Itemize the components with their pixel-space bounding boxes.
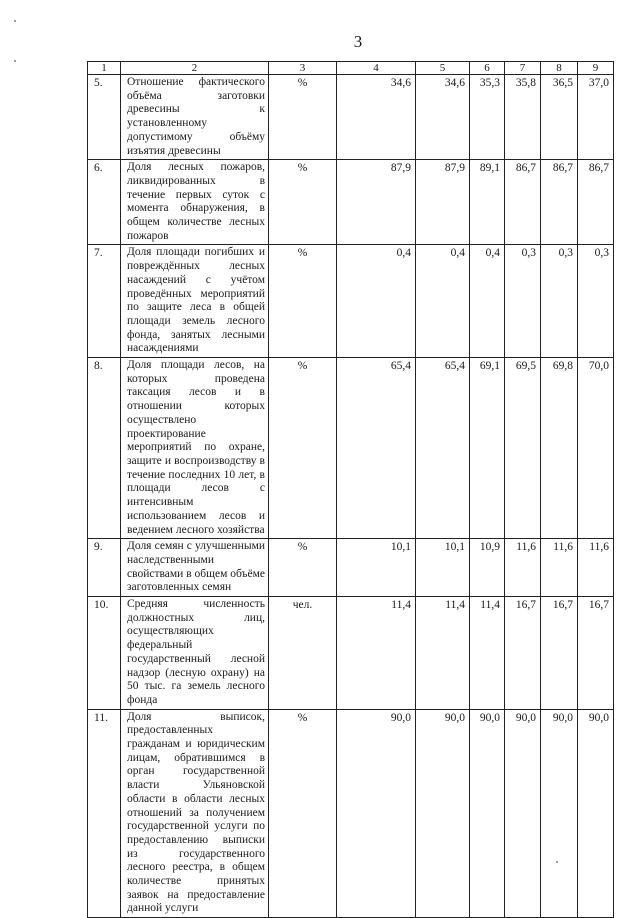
table-row	[88, 75, 614, 160]
value-cell: 87,9	[416, 160, 470, 245]
table-row	[88, 358, 614, 539]
value-cell: 36,5	[541, 75, 578, 160]
value-cell: 16,7	[541, 597, 578, 710]
value-cell: 10,1	[337, 539, 416, 597]
row-number: 7.	[88, 245, 121, 358]
value-cell: 10,1	[416, 539, 470, 597]
value-cell: 69,5	[505, 358, 541, 539]
value-cell: 70,0	[578, 358, 614, 539]
value-cell: 86,7	[505, 160, 541, 245]
table-row	[88, 597, 614, 710]
value-cell: 87,9	[337, 160, 416, 245]
value-cell: 90,0	[470, 709, 505, 918]
value-cell: 35,3	[470, 75, 505, 160]
table-header-row	[88, 62, 614, 75]
value-cell: 11,4	[416, 597, 470, 710]
indicator-name: Отношение фактического объёма заготовки древесины к установленному допустимому объёму изъятия древесины	[121, 75, 269, 160]
indicator-name: Средняя численность должностных лиц, осуществляющих федеральный государственный лесной надзор (лесную охрану) на 50 тыс. га земель лесного фонда	[121, 597, 269, 710]
value-cell: 69,8	[541, 358, 578, 539]
header-cell: 5	[416, 62, 470, 75]
indicator-name: Доля площади погибших и повреждённых лесных насаждений с учётом проведённых мероприятий по защите леса в общей площади земель лесного фонда, занятых лесными насаждениями	[121, 245, 269, 358]
indicator-name: Доля выписок, предоставленных гражданам и юридическим лицам, обратившимся в орган государственной власти Ульяновской области в области лесных отношений за получением государственной услуги по предоставлению выписки из государственного лесного реестра, в общем количестве принятых заявок на предоставление данной услуги	[121, 709, 269, 918]
value-cell: 10,9	[470, 539, 505, 597]
value-cell: 89,1	[470, 160, 505, 245]
value-cell: 86,7	[541, 160, 578, 245]
table-row	[88, 160, 614, 245]
value-cell: 16,7	[578, 597, 614, 710]
value-cell: 65,4	[337, 358, 416, 539]
header-cell: 7	[505, 62, 541, 75]
indicators-table	[87, 61, 614, 918]
value-cell: 11,6	[541, 539, 578, 597]
header-cell: 6	[470, 62, 505, 75]
value-cell: 90,0	[505, 709, 541, 918]
indicator-name: Доля площади лесов, на которых проведена таксация лесов и в отношении которых осуществлено проектирование мероприятий по охране, защите и воспроизводству в течение последних 10 лет, в площади лесов с интенсивным использованием лесов и ведением лесного хозяйства	[121, 358, 269, 539]
value-cell: 11,4	[470, 597, 505, 710]
value-cell: 37,0	[578, 75, 614, 160]
row-number: 9.	[88, 539, 121, 597]
header-cell: 2	[121, 62, 269, 75]
scan-speck	[556, 861, 558, 863]
value-cell: 0,4	[470, 245, 505, 358]
row-number: 5.	[88, 75, 121, 160]
value-cell: 0,4	[416, 245, 470, 358]
value-cell: 11,6	[505, 539, 541, 597]
header-cell: 1	[88, 62, 121, 75]
value-cell: 34,6	[337, 75, 416, 160]
row-number: 6.	[88, 160, 121, 245]
value-cell: 34,6	[416, 75, 470, 160]
value-cell: 90,0	[578, 709, 614, 918]
value-cell: 11,6	[578, 539, 614, 597]
table-row	[88, 539, 614, 597]
unit-cell: %	[269, 75, 337, 160]
unit-cell: %	[269, 709, 337, 918]
unit-cell: %	[269, 358, 337, 539]
value-cell: 0,3	[505, 245, 541, 358]
row-number: 10.	[88, 597, 121, 710]
value-cell: 86,7	[578, 160, 614, 245]
header-cell: 3	[269, 62, 337, 75]
value-cell: 16,7	[505, 597, 541, 710]
value-cell: 0,4	[337, 245, 416, 358]
table-row	[88, 709, 614, 918]
value-cell: 90,0	[416, 709, 470, 918]
row-number: 8.	[88, 358, 121, 539]
unit-cell: чел.	[269, 597, 337, 710]
value-cell: 90,0	[541, 709, 578, 918]
value-cell: 0,3	[578, 245, 614, 358]
header-cell: 8	[541, 62, 578, 75]
unit-cell: %	[269, 245, 337, 358]
indicator-name: Доля семян с улучшенными наследственными свойствами в общем объёме заготовленных семян	[121, 539, 269, 597]
value-cell: 69,1	[470, 358, 505, 539]
scan-speck	[14, 20, 16, 22]
scan-speck	[14, 60, 16, 62]
indicator-name: Доля лесных пожаров, ликвидированных в течение первых суток с момента обнаружения, в общем количестве лесных пожаров	[121, 160, 269, 245]
value-cell: 11,4	[337, 597, 416, 710]
header-cell: 9	[578, 62, 614, 75]
unit-cell: %	[269, 160, 337, 245]
value-cell: 35,8	[505, 75, 541, 160]
value-cell: 65,4	[416, 358, 470, 539]
value-cell: 90,0	[337, 709, 416, 918]
row-number: 11.	[88, 709, 121, 918]
header-cell: 4	[337, 62, 416, 75]
unit-cell: %	[269, 539, 337, 597]
page-number: 3	[353, 32, 363, 51]
table-row	[88, 245, 614, 358]
value-cell: 0,3	[541, 245, 578, 358]
